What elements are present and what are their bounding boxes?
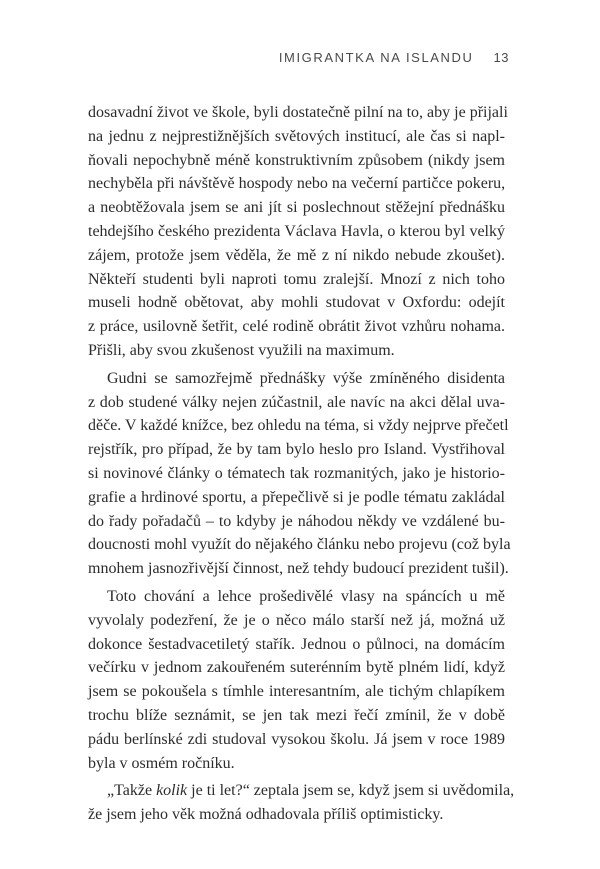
text-line: Někteří studenti byli naproti tomu zralejší. Mnozí z nich toho xyxy=(88,270,505,288)
text-line: Přišli, aby svou zkušenost využili na maximum. xyxy=(88,341,395,359)
running-title: IMIGRANTKA NA ISLANDU xyxy=(278,50,474,65)
text-line: na jednu z nejprestižnějších světových institucí, ale čas si napl- xyxy=(88,127,505,145)
text-line: do řady pořadačů – to kdyby je náhodou někdy ve vzdálené bu- xyxy=(88,512,505,530)
text-line: že jsem jeho věk možná odhadovala příliš optimisticky. xyxy=(88,806,444,824)
text-line: nechyběla při návštěvě hospody nebo na večerní partičce pokeru, xyxy=(88,175,506,193)
text-line: a neobtěžovala jsem se ani jít si poslechnout stěžejní přednášku xyxy=(88,199,505,217)
paragraph xyxy=(88,367,511,581)
text-line: byla v osmém ročníku. xyxy=(88,754,235,772)
text-line: dokonce šestadvacetiletý stařík. Jednou o půlnoci, na domácím xyxy=(88,635,505,653)
text-line: museli hodně obětovat, aby mohli studovat v Oxfordu: odejít xyxy=(88,294,505,312)
paragraph xyxy=(88,585,505,775)
text-line: dosavadní život ve škole, byli dostatečně pilní na to, aby je přijali xyxy=(88,104,508,121)
text-line: pádu berlínské zdi studoval vysokou školu. Já jsem v roce 1989 xyxy=(88,730,505,748)
text-line xyxy=(88,779,515,803)
text-line: z práce, usilovně šetřit, celé rodině obrátit život vzhůru nohama. xyxy=(88,318,505,336)
text-line: mnohem jasnozřivější činnost, než tehdy budoucí prezident tušil). xyxy=(88,560,509,578)
dialogue-text: „Takže xyxy=(107,782,157,800)
text-line: grafie a hrdinové sportu, a přepečlivě si je podle tématu zakládal xyxy=(88,488,505,506)
text-line: vyvolaly podezření, že je o něco málo starší než já, možná už xyxy=(88,611,505,629)
text-line: doucnosti mohl využít do nějakého článku nebo projevu (což byla xyxy=(88,536,511,554)
text-line: rejstřík, pro případ, že by tam bylo heslo pro Island. Vystřihoval xyxy=(88,441,505,459)
text-line: Toto chování a lehce prošedivělé vlasy na spáncích u mě xyxy=(107,587,505,605)
emphasis-text: kolik xyxy=(156,782,188,800)
text-line: trochu blíže seznámit, se jen tak mezi řečí zmínil, že v době xyxy=(88,706,505,724)
text-line: tehdejšího českého prezidenta Václava Havla, o kterou byl velký xyxy=(88,222,505,240)
page-number: 13 xyxy=(493,50,509,65)
dialogue-text: je ti let?“ zeptala jsem se, když jsem si uvědomila, xyxy=(187,782,515,800)
text-line: z dob studené války nejen zúčastnil, ale navíc na akci dělal uva- xyxy=(88,393,505,411)
text-line: si novinové články o tématech tak rozmanitých, jako je historio- xyxy=(88,464,505,482)
running-head xyxy=(279,50,509,65)
text-line: večírku v jednom zakouřeném suterénním bytě plném lidí, když xyxy=(88,659,505,677)
paragraph xyxy=(88,101,508,363)
body-text xyxy=(88,101,515,827)
text-line: jsem se pokoušela s tímhle interesantním, ale tichým chlapíkem xyxy=(88,683,505,701)
paragraph xyxy=(88,779,515,827)
text-line: zájem, protože jsem věděla, že mě z ní nikdo nebude zkoušet). xyxy=(88,246,505,264)
text-line: děče. V každé knížce, bez ohledu na téma, si vždy nejprve přečetl xyxy=(88,417,509,435)
text-line: Gudni se samozřejmě přednášky výše zmíněného disidenta xyxy=(107,369,505,387)
text-line: ňovali nepochybně méně konstruktivním způsobem (nikdy jsem xyxy=(88,151,505,169)
